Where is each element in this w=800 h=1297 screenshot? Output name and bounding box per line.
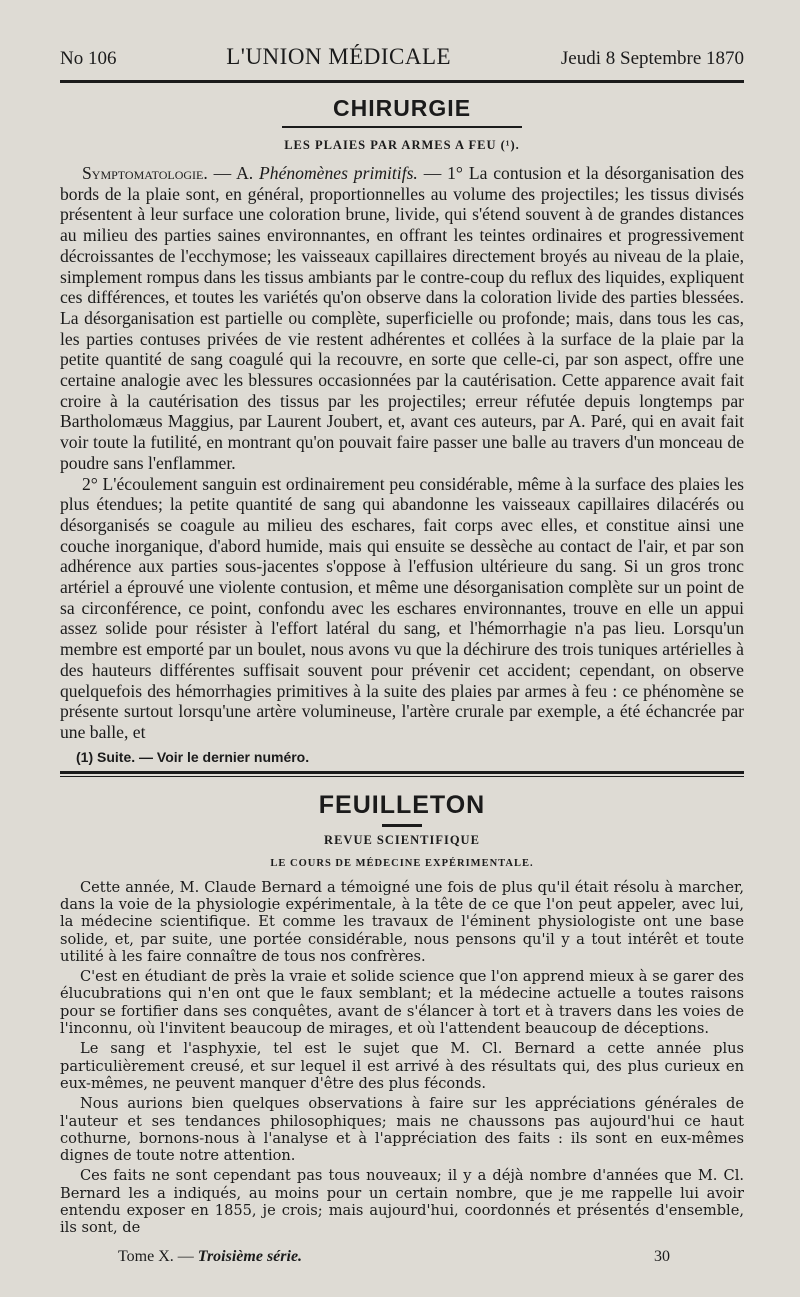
volume-label: Tome X. — — [118, 1248, 194, 1265]
lead-italic: Phénomènes primitifs. — [259, 163, 418, 183]
article-paragraph-2: 2° L'écoulement sanguin est ordinairement peu considérable, même à la surface des plaies les plus étendues; la petite quantité de sang qui abandonne les vaisseaux capillaires dilacérés ou désorganisés se coagule au milieu des eschares, fait corps avec elles, et constitue ainsi une couche inorganique, d'abord humide, mais qui ensuite se dessèche au contact de l'air, et par son adhérence aux parties sous-jacentes s'oppose à l'effusion ultérieure du sang. Si un gros tronc artériel a éprouvé une violente contusion, et même une désorganisation complète sur un point de sa circonférence, ce point, confondu avec les eschares environnantes, trouve en elle un appui assez solide pour résister à l'effort latéral du sang, et l'hémorrhagie n'a pas lieu. Lorsqu'un membre est emporté par un boulet, nous avons vu que la déchirure des trois tuniques artérielles à des hauteurs différentes suffisait souvent pour prévenir cet accident; cependant, on observe quelquefois des hémorrhagies primitives à la suite des plaies par armes à feu : ce phénomène se présente surtout lorsqu'une artère volumineuse, l'artère crurale par exemple, a été échancrée par une balle, et — [60, 473, 744, 742]
lead-rest: — A. — [207, 163, 260, 183]
footnote: (1) Suite. — Voir le dernier numéro. — [76, 748, 310, 765]
issue-number: No 106 — [60, 48, 117, 69]
section-title: CHIRURGIE — [332, 95, 472, 121]
feuilleton-subsubtitle: LE COURS DE MÉDECINE EXPÉRIMENTALE. — [270, 857, 534, 869]
page-number: 30 — [654, 1248, 670, 1265]
feuilleton-rule — [382, 824, 422, 827]
article-body — [60, 163, 744, 743]
lead-smallcaps: Symptomatologie. — [82, 163, 208, 183]
feuilleton-divider-thick — [60, 771, 744, 774]
feuilleton-paragraph-4: Nous aurions bien quelques observations à faire sur les appréciations générales de l'auteur et ses tendances philosophiques; mais ne chaussons pas aujourd'hui ce haut cothurne, bornons-nous à l'analyse et à l'appréciation des faits : ils sont en eux-mêmes dignes de toute notre attention. — [60, 1095, 744, 1165]
feuilleton-paragraph-1: Cette année, M. Claude Bernard a témoigné une fois de plus qu'il était résolu à marcher, dans la voie de la physiologie expérimentale, à la tête de ce que l'on peut appeler, avec lui, la médecine scientifique. Et comme les travaux de l'éminent physiologiste ont une base solide, et, par suite, une portée considérable, nous pensons qu'il y a tout intérêt et toute utilité à les faire connaître de tous nos confrères. — [60, 878, 744, 965]
feuilleton-paragraph-2: C'est en étudiant de près la vraie et solide science que l'on apprend mieux à se garer des élucubrations qui n'en ont que le faux semblant; et la médecine actuelle a toutes raisons pour se fortifier dans ses conquêtes, avant de s'élancer à tort et à travers dans les voies de l'inconnu, où l'invitent beaucoup de mirages, et où l'attendent beaucoup de déceptions. — [60, 968, 744, 1038]
feuilleton-subtitle: REVUE SCIENTIFIQUE — [324, 832, 480, 847]
series-label: Troisième série. — [197, 1248, 303, 1265]
feuilleton-body — [60, 879, 744, 1237]
journal-title: L'UNION MÉDICALE — [226, 44, 452, 69]
article-paragraph-1 — [60, 163, 744, 474]
header-rule — [60, 80, 744, 83]
section-rule — [282, 126, 522, 128]
paragraph-1-text: — 1° La contusion et la désorganisation des bords de la plaie sont, en général, proportionnelles au volume des projectiles; les tissus divisés présentent à leur surface une coloration brune, livide, qui s'étend souvent à de grandes distances au milieu des parties saines environnantes, en offrant les teintes ordinaires et progressivement décroissantes de l'ecchymose; les vaisseaux capillaires directement broyés au niveau de la plaie, simplement rompus dans les tissus ambiants par le contre-coup du reflux des liquides, expliquent ces différences, et toutes les variétés qu'on observe dans la coloration livide des parties blessées. La désorganisation est partielle ou complète, superficielle ou profonde; mais, dans tous les cas, les parties contuses privées de vie restent adhérentes et collées à la surface de la plaie par la petite quantité de sang coagulé qui la recouvre, en sorte que celle-ci, par son aspect, offre une certaine analogie avec les blessures occasionnées par la cautérisation. Cette apparence avait fait croire à la cautérisation des tissus par les projectiles; erreur réfutée depuis longtemps par Bartholomæus Maggius, par Laurent Joubert, et, avant ces auteurs, par A. Paré, qui en avait fait voir toute la futilité, en montrant qu'on pouvait faire passer une balle au travers d'un monceau de poudre sans l'enflammer. — [60, 163, 744, 473]
volume-info — [118, 1248, 302, 1266]
feuilleton-paragraph-5: Ces faits ne sont cependant pas tous nouveaux; il y a déjà nombre d'années que M. Cl. Bernard les a indiqués, au moins pour un certain nombre, que je me rappelle lui avoir entendu exposer en 1855, je crois; mais aujourd'hui, coordonnés et présentés d'ensemble, ils sont, de — [60, 1167, 744, 1237]
feuilleton-title: FEUILLETON — [318, 790, 486, 819]
issue-date: Jeudi 8 Septembre 1870 — [560, 48, 744, 69]
page-header — [60, 44, 744, 72]
article-title: LES PLAIES PAR ARMES A FEU (¹). — [284, 138, 520, 152]
feuilleton-paragraph-3: Le sang et l'asphyxie, tel est le sujet que M. Cl. Bernard a cette année plus particulièrement creusé, et sur lequel il est arrivé à des résultats qui, des plus curieux en eux-mêmes, ne peuvent manquer d'être des plus féconds. — [60, 1040, 744, 1092]
feuilleton-divider-thin — [60, 776, 744, 777]
page-footer — [118, 1248, 670, 1266]
